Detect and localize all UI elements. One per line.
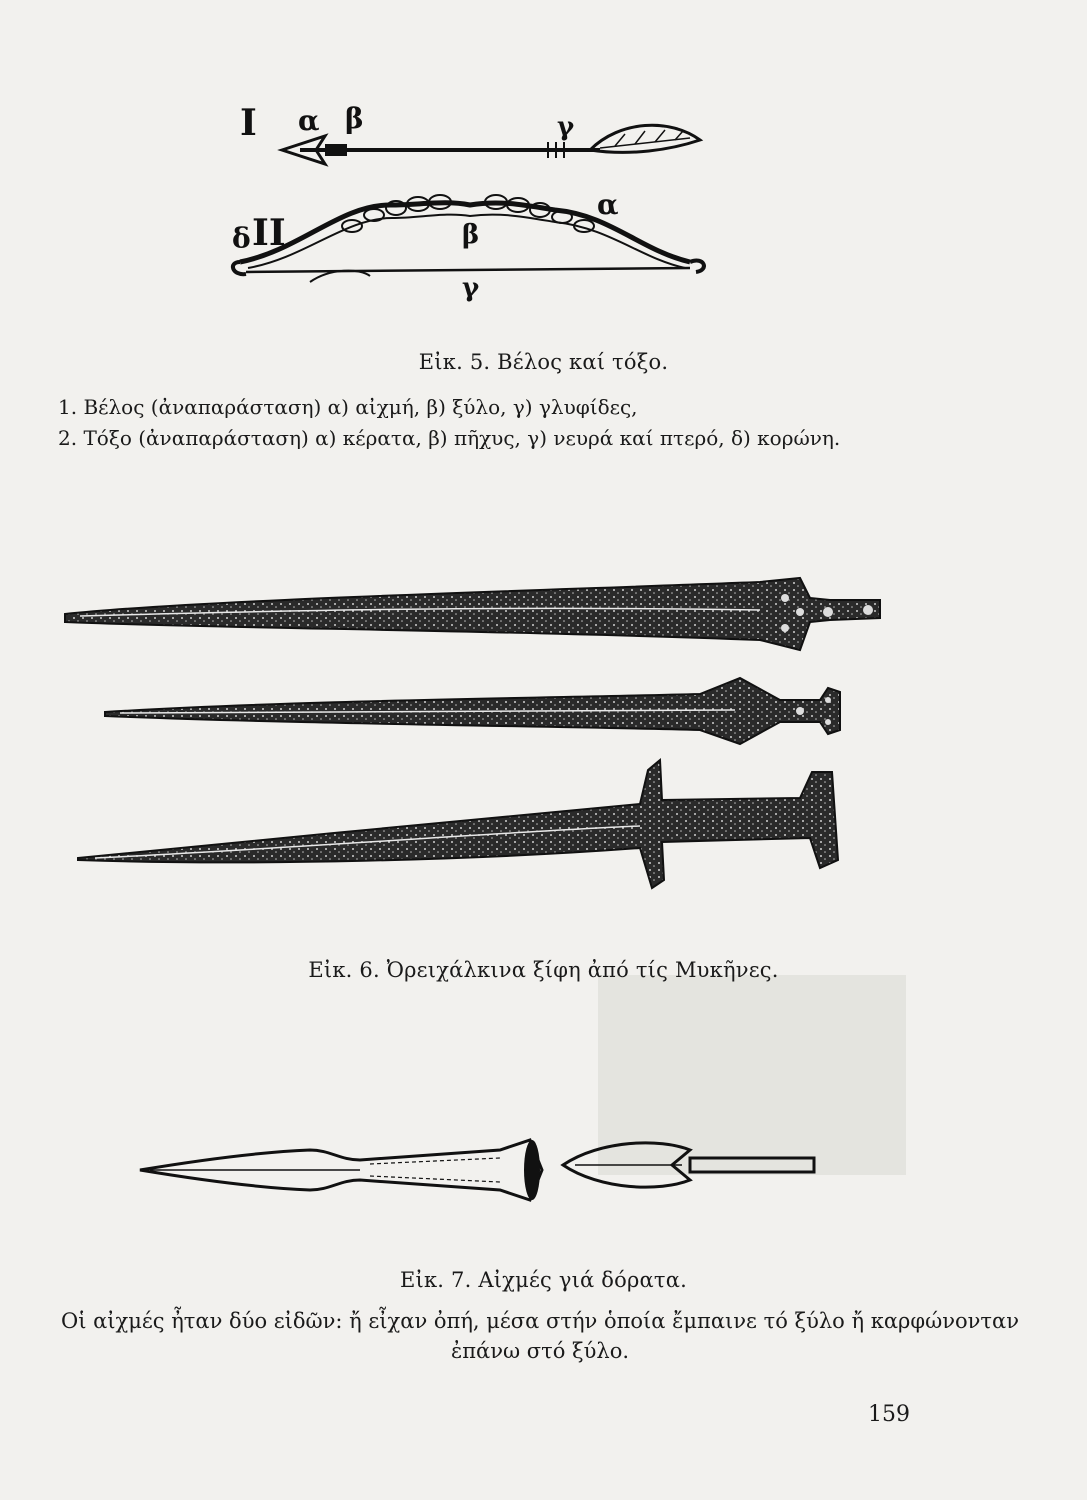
page-number: 159: [868, 1402, 910, 1427]
bow-number-label: II: [252, 212, 286, 254]
bow-label-d: δ: [232, 222, 251, 255]
spearhead-tanged: [563, 1143, 814, 1187]
arrow-label-g: γ: [557, 112, 575, 142]
spearhead-socketed: [140, 1140, 542, 1200]
figure-5-legend-line-2: 2. Τόξο (ἀναπαράσταση) α) κέρατα, β) πῆχυς, γ) νευρά καί πτερό, δ) κορώνη.: [58, 426, 841, 450]
arrow-number-label: I: [240, 102, 257, 144]
arrow-label-a: α: [298, 104, 320, 137]
figure-5-legend-line-1: 1. Βέλος (ἀναπαράσταση) α) αἰχμή, β) ξύλο, γ) γλυφίδες,: [58, 395, 638, 419]
bow-label-a: α: [597, 188, 619, 221]
arrow-label-b: β: [345, 102, 364, 135]
figure-5-caption: Εἰκ. 5. Βέλος καί τόξο.: [418, 350, 669, 374]
body-paragraph: Οἱ αἰχμές ἦταν δύο εἰδῶν: ἤ εἶχαν ὀπή, μέσα στήν ὁποία ἔμπαινε τό ξύλο ἤ καρφώνονταν ἐπάνω στό ξύλο.: [61, 1309, 1019, 1363]
figure-7-caption: Εἰκ. 7. Αἰχμές γιά δόρατα.: [400, 1268, 687, 1292]
bow-label-g: γ: [462, 273, 480, 303]
figure-6-caption: Εἰκ. 6. Ὀρειχάλκινα ξίφη ἀπό τίς Μυκῆνες.: [308, 958, 779, 982]
bow-label-b: β: [462, 220, 480, 250]
